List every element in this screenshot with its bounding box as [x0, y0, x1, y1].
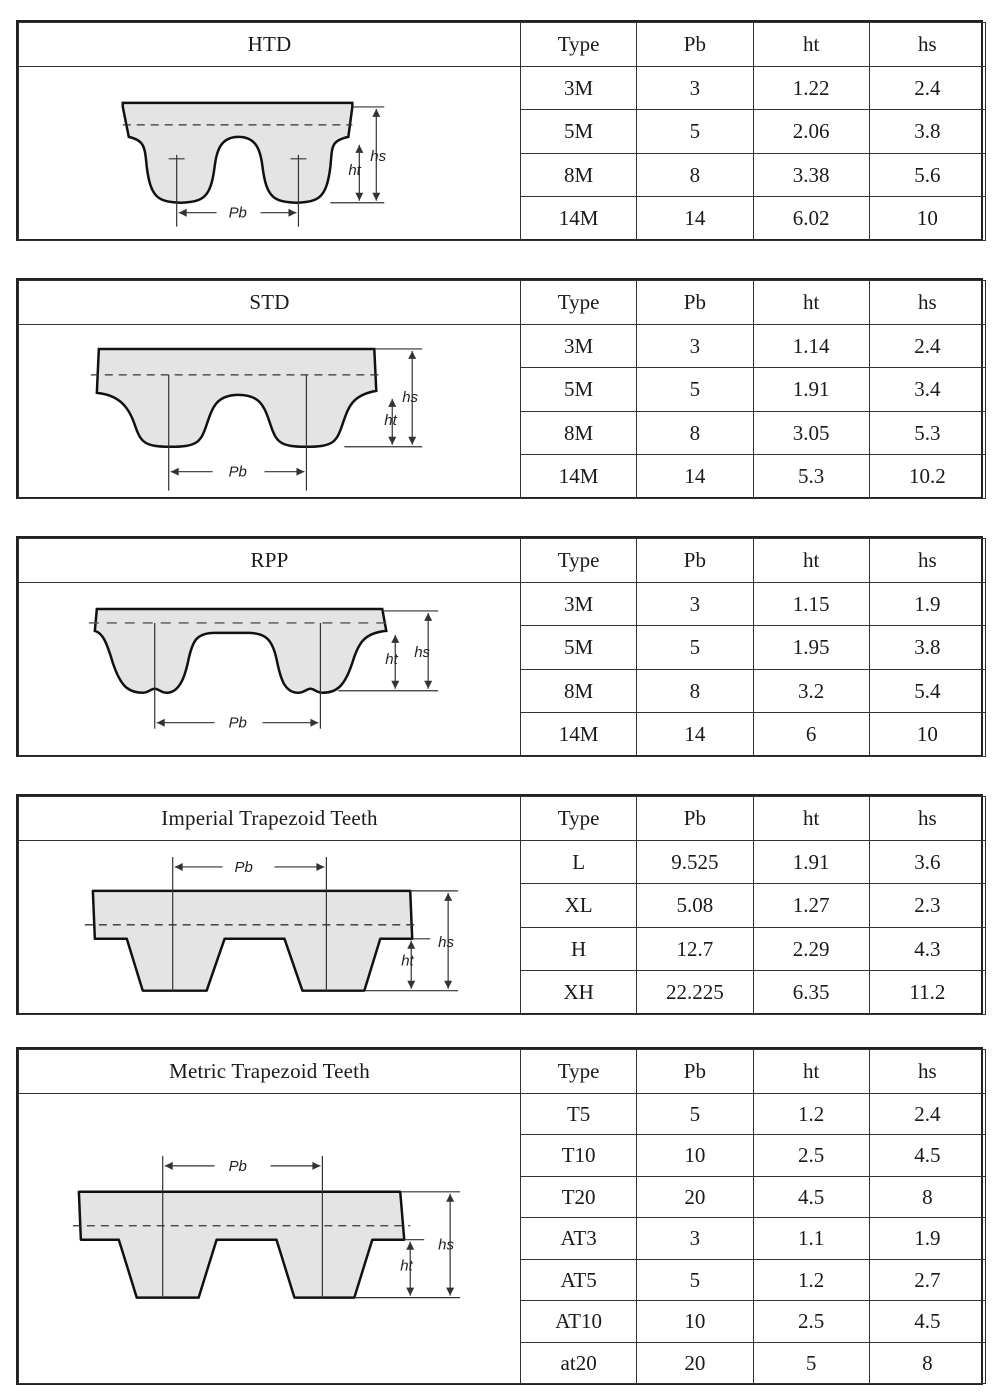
table-cell: 1.2 [753, 1259, 869, 1300]
col-header-type: Type [521, 281, 637, 325]
col-header-hs: hs [869, 797, 985, 841]
table-cell: 1.22 [753, 67, 869, 110]
table-cell: 5.6 [869, 153, 985, 196]
table-cell: 3.38 [753, 153, 869, 196]
section-title: STD [19, 281, 521, 325]
col-header-ht: ht [753, 539, 869, 583]
table-cell: H [521, 927, 637, 970]
section-title: RPP [19, 539, 521, 583]
metric-tooth-profile-diagram [19, 1094, 521, 1384]
table-cell: 8 [637, 669, 753, 712]
table-cell: 1.9 [869, 583, 985, 626]
pb-label: Pb [228, 463, 247, 481]
table-cell: 3.8 [869, 626, 985, 669]
table-cell: T10 [521, 1135, 637, 1176]
table-cell: 5.3 [753, 455, 869, 498]
table-cell: 22.225 [637, 971, 753, 1014]
table-cell: 10 [869, 197, 985, 240]
table-cell: 3M [521, 67, 637, 110]
htd-tooth-profile-diagram [19, 67, 521, 241]
table-cell: 10 [869, 713, 985, 756]
table-cell: at20 [521, 1342, 637, 1384]
table-cell: 14 [637, 197, 753, 240]
table-cell: 2.29 [753, 927, 869, 970]
table-cell: 4.5 [869, 1135, 985, 1176]
table-cell: 5.4 [869, 669, 985, 712]
table-cell: 4.5 [753, 1176, 869, 1217]
table-cell: L [521, 841, 637, 884]
table-cell: XL [521, 884, 637, 927]
table-cell: 5 [753, 1342, 869, 1384]
col-header-hs: hs [869, 1050, 985, 1094]
table-cell: 1.91 [753, 368, 869, 411]
ht-label: ht [400, 1257, 413, 1275]
col-header-type: Type [521, 797, 637, 841]
table-cell: 5.08 [637, 884, 753, 927]
table-cell: 3 [637, 67, 753, 110]
table-cell: 3M [521, 583, 637, 626]
table-cell: 3M [521, 325, 637, 368]
table-cell: 2.06 [753, 110, 869, 153]
section-imperial-trapezoid [16, 794, 983, 1015]
section-metric-trapezoid [16, 1047, 983, 1385]
table-cell: 10.2 [869, 455, 985, 498]
section-title: Imperial Trapezoid Teeth [19, 797, 521, 841]
rpp-tooth-profile-diagram [19, 583, 521, 757]
table-cell: 5M [521, 626, 637, 669]
pb-label: Pb [234, 858, 253, 876]
table-cell: 8 [869, 1176, 985, 1217]
table-cell: 5M [521, 110, 637, 153]
ht-label: ht [401, 952, 414, 970]
table-cell: 5 [637, 626, 753, 669]
hs-label: hs [414, 643, 431, 661]
table-cell: 8M [521, 411, 637, 454]
std-tooth-profile-diagram [19, 325, 521, 499]
table-cell: 3 [637, 1218, 753, 1259]
table-cell: 14 [637, 713, 753, 756]
ht-label: ht [348, 161, 361, 179]
col-header-pb: Pb [637, 539, 753, 583]
table-cell: T5 [521, 1094, 637, 1135]
table-cell: 5 [637, 110, 753, 153]
table-cell: 6.35 [753, 971, 869, 1014]
table-cell: 3 [637, 583, 753, 626]
table-cell: 3.6 [869, 841, 985, 884]
table-cell: 3.05 [753, 411, 869, 454]
imperial-tooth-profile-diagram [19, 841, 521, 1015]
pb-label: Pb [228, 204, 247, 222]
section-title: Metric Trapezoid Teeth [19, 1050, 521, 1094]
section-std [16, 278, 983, 499]
table-cell: AT5 [521, 1259, 637, 1300]
table-cell: 20 [637, 1176, 753, 1217]
section-title: HTD [19, 23, 521, 67]
table-cell: 2.4 [869, 67, 985, 110]
pb-label: Pb [228, 714, 247, 732]
table-cell: 5 [637, 1094, 753, 1135]
section-rpp [16, 536, 983, 757]
col-header-type: Type [521, 1050, 637, 1094]
table-cell: 14M [521, 713, 637, 756]
table-cell: 8M [521, 153, 637, 196]
table-cell: 8 [637, 411, 753, 454]
col-header-pb: Pb [637, 23, 753, 67]
table-cell: 12.7 [637, 927, 753, 970]
col-header-hs: hs [869, 23, 985, 67]
table-cell: 5.3 [869, 411, 985, 454]
table-cell: 1.95 [753, 626, 869, 669]
table-cell: 3.4 [869, 368, 985, 411]
table-cell: 1.9 [869, 1218, 985, 1259]
hs-label: hs [402, 388, 419, 406]
col-header-ht: ht [753, 797, 869, 841]
table-cell: 1.91 [753, 841, 869, 884]
table-cell: 1.2 [753, 1094, 869, 1135]
col-header-type: Type [521, 23, 637, 67]
table-cell: 2.5 [753, 1135, 869, 1176]
table-cell: 9.525 [637, 841, 753, 884]
hs-label: hs [438, 1236, 454, 1254]
table-cell: 2.4 [869, 1094, 985, 1135]
table-cell: 5 [637, 1259, 753, 1300]
table-cell: T20 [521, 1176, 637, 1217]
table-cell: 1.14 [753, 325, 869, 368]
col-header-type: Type [521, 539, 637, 583]
table-cell: 10 [637, 1135, 753, 1176]
table-cell: AT3 [521, 1218, 637, 1259]
table-cell: 1.27 [753, 884, 869, 927]
table-cell: 14 [637, 455, 753, 498]
table-cell: 14M [521, 455, 637, 498]
hs-label: hs [370, 147, 387, 165]
pb-label: Pb [228, 1157, 247, 1175]
table-cell: 8 [869, 1342, 985, 1384]
table-cell: 6 [753, 713, 869, 756]
table-cell: 20 [637, 1342, 753, 1384]
table-cell: 6.02 [753, 197, 869, 240]
ht-label: ht [385, 650, 398, 668]
col-header-hs: hs [869, 539, 985, 583]
col-header-ht: ht [753, 23, 869, 67]
col-header-pb: Pb [637, 281, 753, 325]
col-header-hs: hs [869, 281, 985, 325]
table-cell: 3 [637, 325, 753, 368]
table-cell: 3.8 [869, 110, 985, 153]
table-cell: 1.1 [753, 1218, 869, 1259]
hs-label: hs [438, 933, 454, 951]
table-cell: 14M [521, 197, 637, 240]
table-cell: 4.5 [869, 1301, 985, 1342]
table-cell: 2.7 [869, 1259, 985, 1300]
table-cell: 8 [637, 153, 753, 196]
ht-label: ht [384, 411, 397, 429]
table-cell: AT10 [521, 1301, 637, 1342]
table-cell: 2.3 [869, 884, 985, 927]
col-header-pb: Pb [637, 797, 753, 841]
table-cell: XH [521, 971, 637, 1014]
section-htd [16, 20, 983, 241]
col-header-pb: Pb [637, 1050, 753, 1094]
table-cell: 4.3 [869, 927, 985, 970]
table-cell: 3.2 [753, 669, 869, 712]
table-cell: 2.5 [753, 1301, 869, 1342]
table-cell: 8M [521, 669, 637, 712]
table-cell: 5 [637, 368, 753, 411]
col-header-ht: ht [753, 281, 869, 325]
table-cell: 11.2 [869, 971, 985, 1014]
table-cell: 1.15 [753, 583, 869, 626]
table-cell: 2.4 [869, 325, 985, 368]
table-cell: 5M [521, 368, 637, 411]
table-cell: 10 [637, 1301, 753, 1342]
col-header-ht: ht [753, 1050, 869, 1094]
